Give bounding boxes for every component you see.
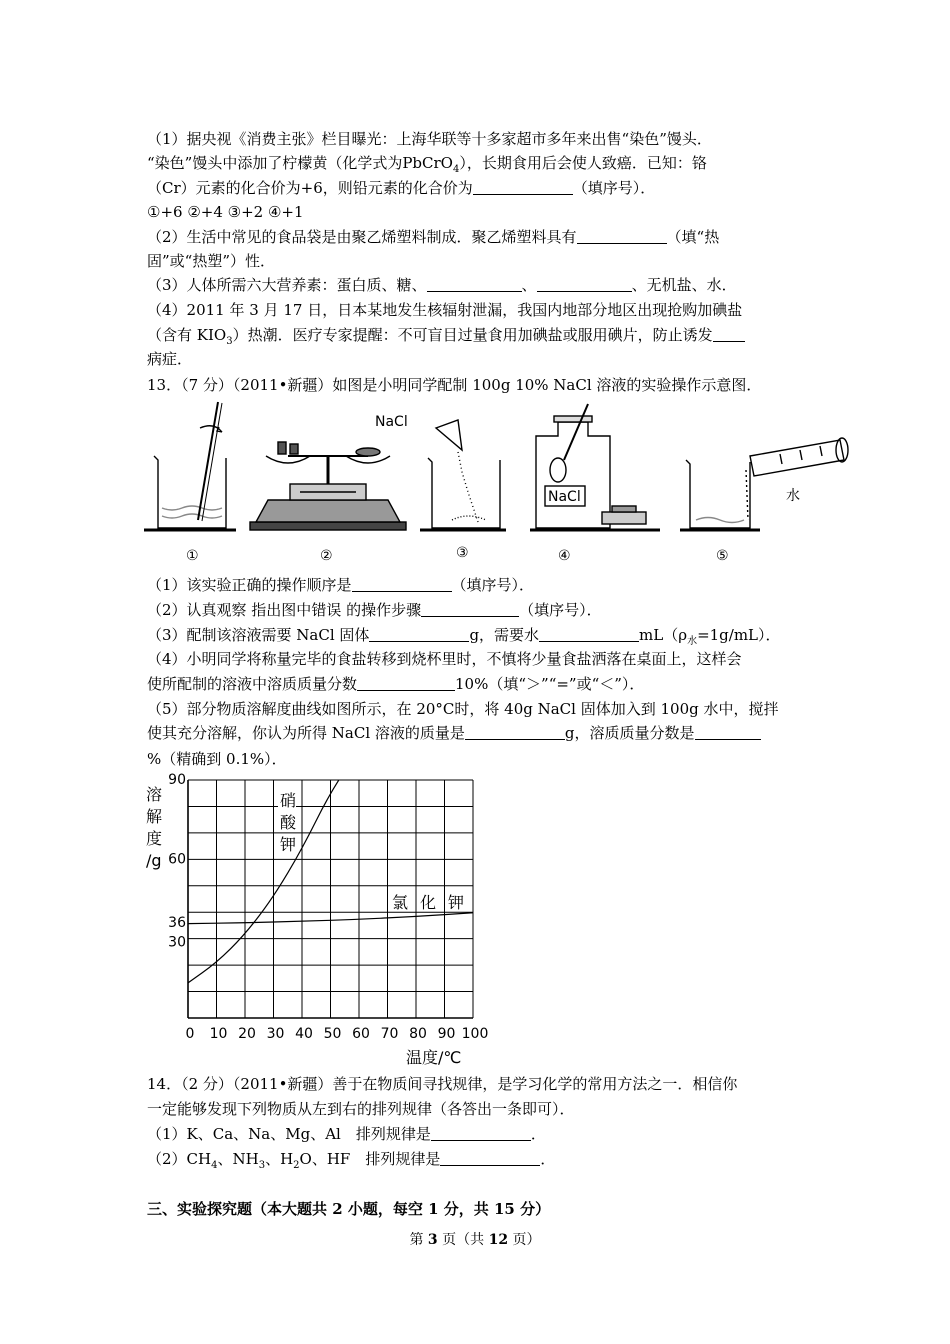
x-tick-label: 40 <box>295 1026 313 1042</box>
x-tick-label: 60 <box>352 1026 370 1042</box>
q14-sub2: $(2)CH_4$、$NH_3$、$H_2O$、HF 排列规律是 ． <box>147 1150 556 1171</box>
q13-sub5-line2: 使其充分溶解，你认为所得 NaCl 溶液的质量是 g，溶质质量分数是 <box>147 722 761 744</box>
q13-sub4-line2: 使所配制的溶液中溶质质量分数 10%（填“＞”“=”或“＜”）． <box>147 675 645 693</box>
y-axis-title-char: /g <box>146 851 162 870</box>
kcl-label-char: 化 <box>420 893 437 912</box>
q12-part3: （3）人体所需六大营养素：蛋白质、糖、 、 、无机盐、水． <box>147 276 737 294</box>
x-tick-label: 30 <box>266 1026 285 1042</box>
fig-label-3: ③ <box>456 545 469 561</box>
x-tick-label: 90 <box>437 1026 456 1042</box>
answer-blank[interactable] <box>421 600 519 617</box>
answer-blank[interactable] <box>539 625 639 642</box>
answer-blank[interactable] <box>352 575 452 592</box>
x-tick-label: 50 <box>323 1026 342 1042</box>
chart-labels <box>146 772 488 1067</box>
answer-blank[interactable] <box>465 723 565 740</box>
q13-sub1: （1）该实验正确的操作顺序是 （填序号）． <box>147 576 535 594</box>
kno3-label-char: 酸 <box>280 813 297 832</box>
q14-title-line1: 14．（2 分）（2011•新疆）善于在物质间寻找规律，是学习化学的常用方法之一．相信你 <box>147 1075 738 1093</box>
fig-label-1: ① <box>186 548 199 564</box>
q13-sub3: （3）配制该溶液需要 NaCl 固体 g，需要水 $mL(\rho_水=1g/mL)$． <box>147 626 781 647</box>
answer-blank[interactable] <box>577 227 667 244</box>
page-footer: 第 3 页（共 12 页） <box>409 1232 541 1248</box>
q12-options: ①+6 ②+4 ③+2 ④+1 <box>147 203 304 221</box>
answer-blank[interactable] <box>357 674 455 691</box>
q12-part4-line1: （4）2011 年 3 月 17 日，日本某地发生核辐射泄漏，我国内地部分地区出现抢购加碘盐 <box>147 301 743 319</box>
kcl-label-char: 钾 <box>448 893 465 912</box>
solubility-chart <box>140 768 500 1068</box>
nacl-bottle-label: NaCl <box>548 489 581 505</box>
y-tick-label: 60 <box>168 851 186 868</box>
water-label: 水 <box>786 488 800 504</box>
nacl-top-label: NaCl <box>375 414 408 430</box>
y-tick-label: 36 <box>168 914 186 931</box>
answer-blank[interactable] <box>427 275 522 292</box>
q12-part4-line3: 病症． <box>147 350 193 368</box>
answer-blank[interactable] <box>440 1149 540 1166</box>
kno3-label-char: 钾 <box>280 835 297 854</box>
section-3-heading: 三、实验探究题（本大题共 2 小题，每空 1 分，共 15 分） <box>147 1200 551 1218</box>
fig-label-5: ⑤ <box>716 548 729 564</box>
x-axis-title: 温度/℃ <box>406 1048 462 1067</box>
answer-blank[interactable] <box>537 275 632 292</box>
apparatus-figure <box>140 400 860 570</box>
q14-title-line2: 一定能够发现下列物质从左到右的排列规律（各答出一条即可）． <box>147 1100 575 1118</box>
q14-sub1: （1）K、Ca、Na、Mg、Al 排列规律是 ． <box>147 1125 546 1143</box>
q13-title: 13．（7 分）（2011•新疆）如图是小明同学配制 100g 10% NaCl 溶液的实验操作示意图． <box>147 376 762 394</box>
q12-part1-line3: （Cr）元素的化合价为+6，则铅元素的化合价为 （填序号）． <box>147 179 656 197</box>
x-tick-label: 70 <box>380 1026 399 1042</box>
y-tick-label: 30 <box>168 934 186 951</box>
beaker-pour-illustration <box>420 420 506 530</box>
q13-sub2: （2）认真观察 指出图中错误 的操作步骤 （填序号）． <box>147 601 602 619</box>
answer-blank[interactable] <box>713 325 745 342</box>
fig-label-2: ② <box>320 548 333 564</box>
reagent-bottle-illustration <box>530 404 660 530</box>
q13-sub4-line1: （4）小明同学将称量完毕的食盐转移到烧杯里时，不慎将少量食盐洒落在桌面上，这样会 <box>147 650 742 668</box>
fig-label-4: ④ <box>558 548 571 564</box>
q13-sub5-line1: （5）部分物质溶解度曲线如图所示，在 20°C时，将 40g NaCl 固体加入到 100g 水中，搅拌 <box>147 700 779 718</box>
beaker-stirring-illustration <box>144 402 236 530</box>
y-axis-title-char: 度 <box>146 829 163 848</box>
q12-part2-line2: 固”或“热塑”）性． <box>147 252 276 270</box>
answer-blank[interactable] <box>369 625 469 642</box>
q13-sub5-line3: %（精确到 0.1%）． <box>147 750 287 768</box>
balance-illustration <box>250 442 406 530</box>
answer-blank[interactable] <box>431 1124 531 1141</box>
y-tick-label: 90 <box>168 772 186 788</box>
x-tick-label: 0 <box>185 1026 195 1042</box>
q12-part1-line1: （1）据央视《消费主张》栏目曝光：上海华联等十多家超市多年来出售“染色”馒头． <box>147 130 712 148</box>
x-tick-label: 100 <box>461 1026 489 1042</box>
q12-part2-line1: （2）生活中常见的食品袋是由聚乙烯塑料制成．聚乙烯塑料具有 （填“热 <box>147 228 720 246</box>
x-tick-label: 10 <box>209 1026 228 1042</box>
answer-blank[interactable] <box>473 178 573 195</box>
q12-part1-line2: “染色”馒头中添加了柠檬黄（化学式为PbCrO$_4$），长期食用后会使人致癌．已知：铬 <box>147 154 707 175</box>
q12-part4-line2: （含有 $KIO_3$）热潮．医疗专家提醒：不可盲目过量食用加碘盐或服用碘片，防止诱发 <box>147 324 745 346</box>
kno3-label-char: 硝 <box>280 791 297 810</box>
x-tick-label: 20 <box>238 1026 256 1042</box>
kcl-label-char: 氯 <box>392 893 409 912</box>
answer-blank[interactable] <box>695 723 761 740</box>
x-tick-label: 80 <box>409 1026 427 1042</box>
y-axis-title-char: 溶 <box>146 785 163 804</box>
y-axis-title-char: 解 <box>146 807 163 826</box>
cylinder-pour-illustration <box>680 438 848 530</box>
